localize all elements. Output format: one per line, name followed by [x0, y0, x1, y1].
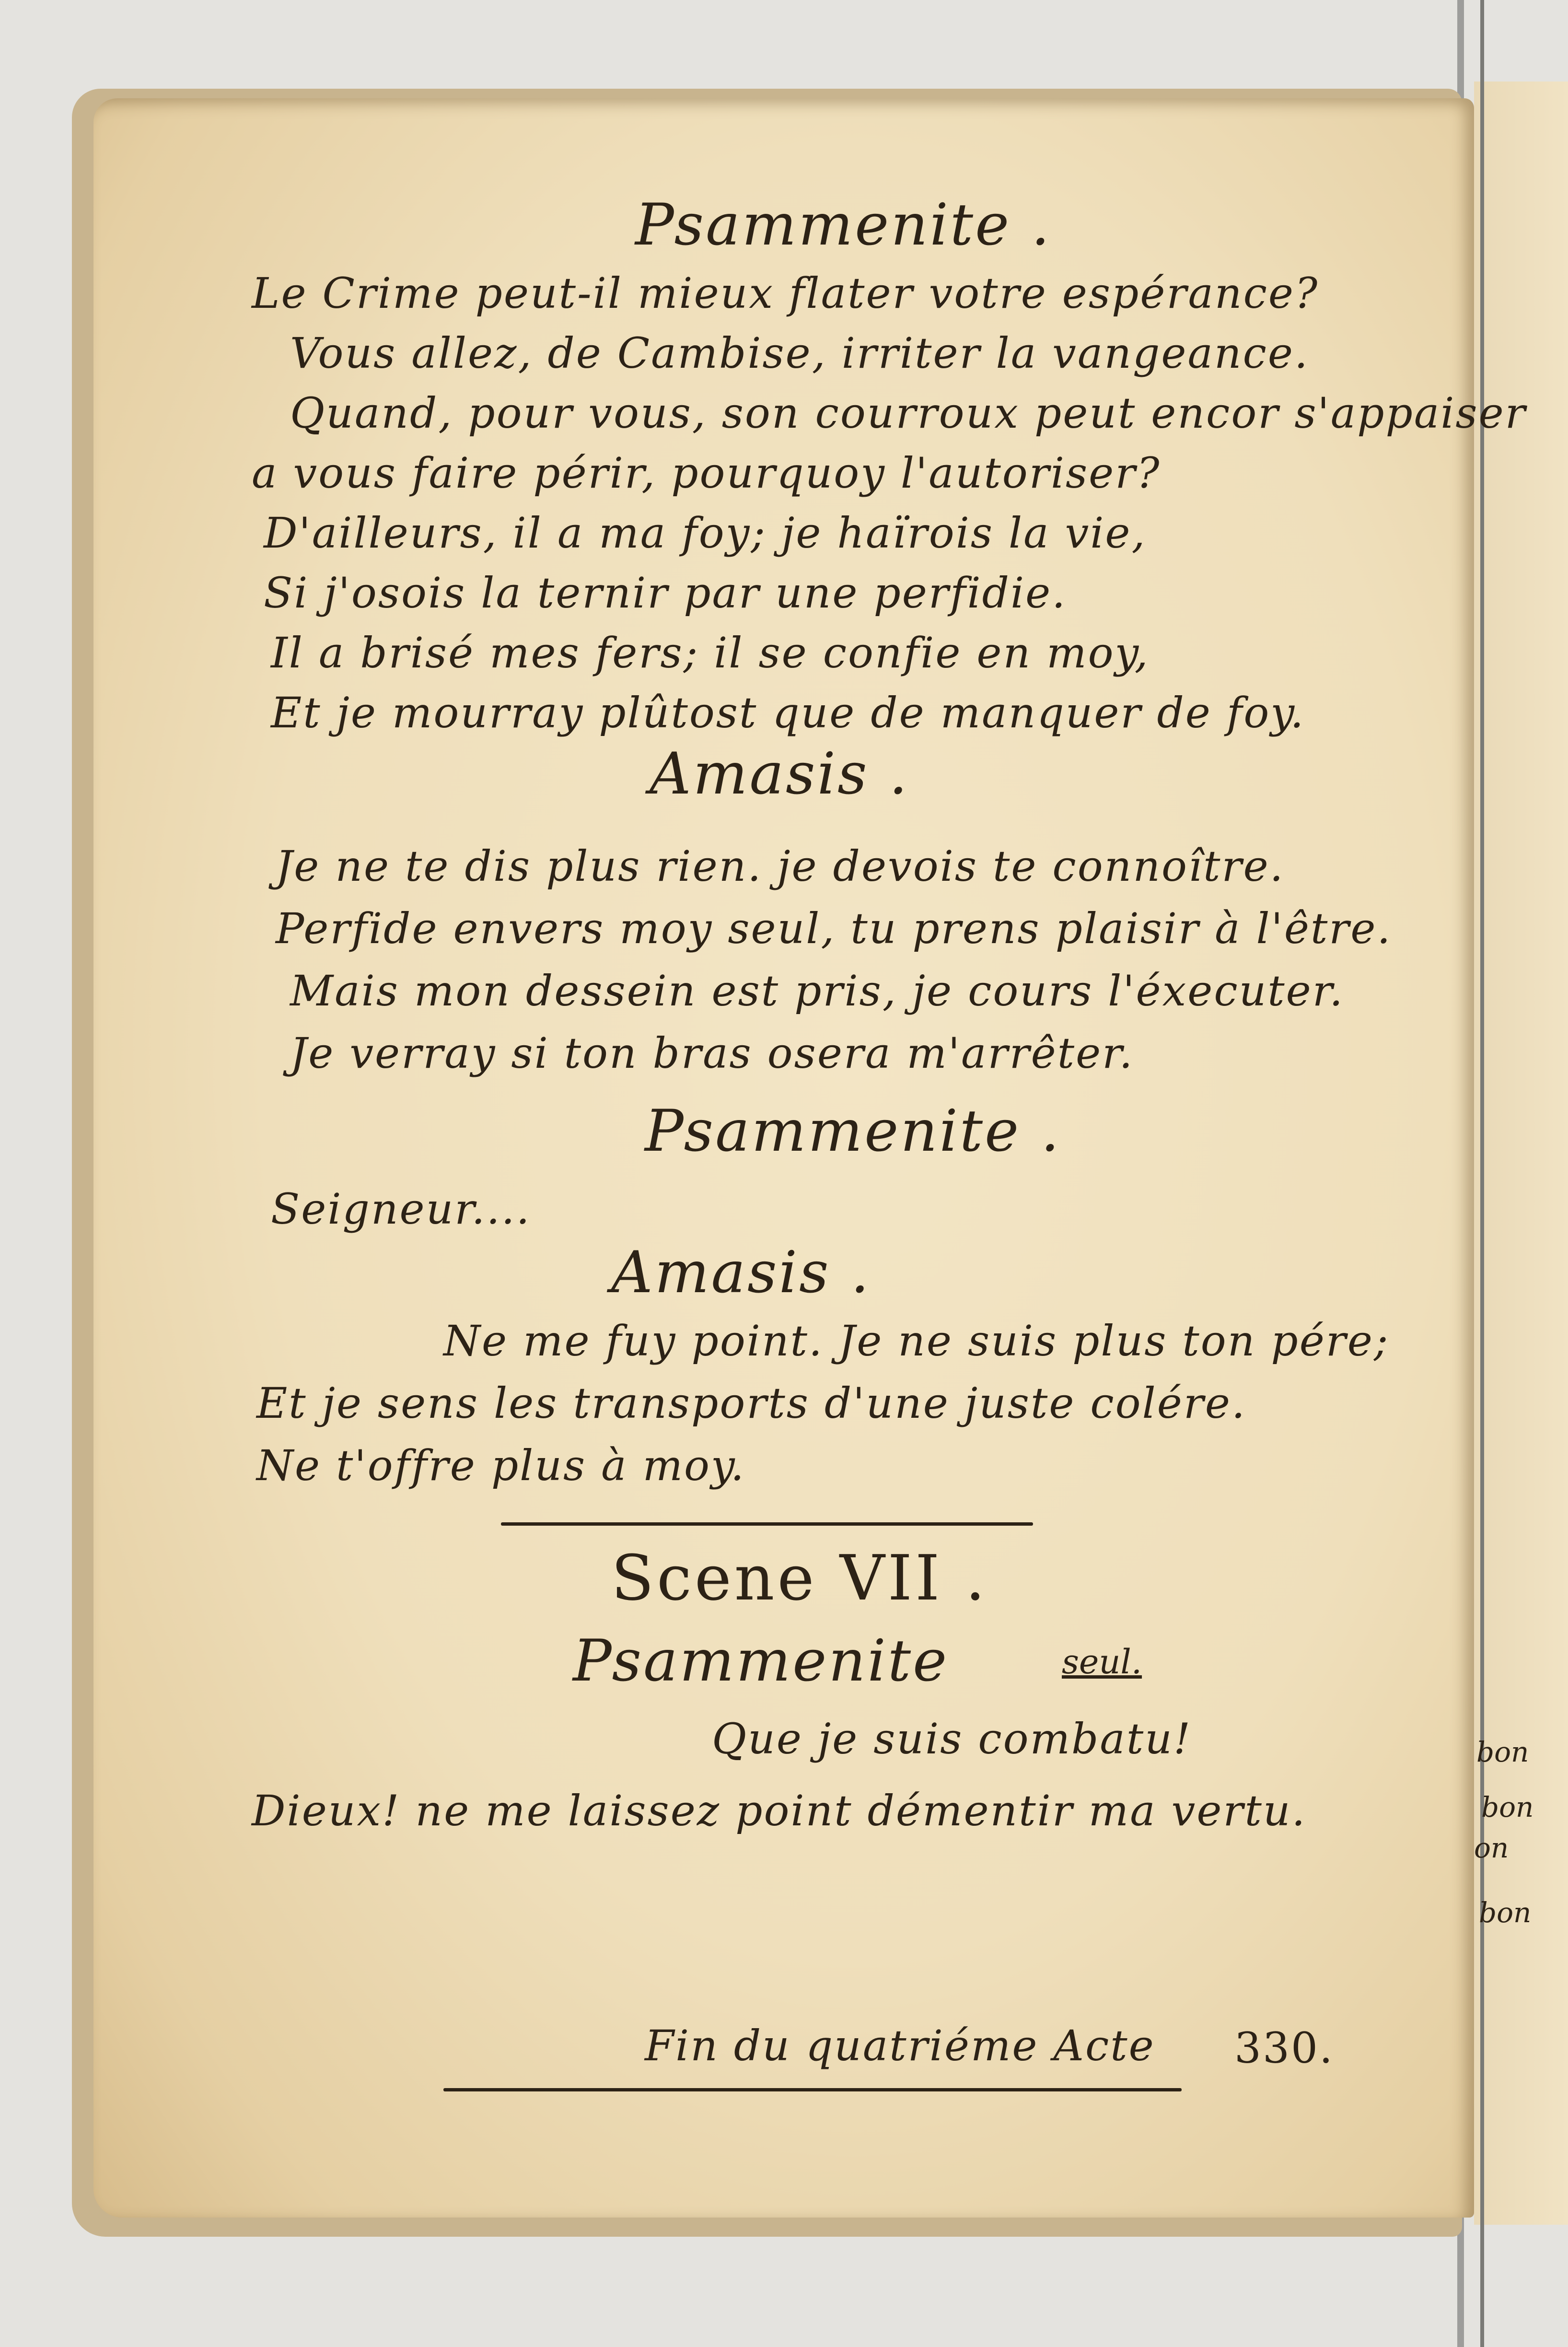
speaker-heading-psammenite-3: Psammenite	[573, 1628, 949, 1694]
stage-direction: seul.	[1062, 1642, 1142, 1681]
facing-page-word: bon	[1481, 1791, 1534, 1823]
verse-line: Ne t'offre plus à moy.	[256, 1441, 745, 1490]
verse-line: D'ailleurs, il a ma foy; je haïrois la vie,	[264, 508, 1147, 558]
verse-line: Si j'osois la ternir par une perfidie.	[264, 568, 1067, 618]
facing-page-word: bon	[1476, 1736, 1529, 1768]
scene-title: Scene VII .	[611, 1541, 988, 1614]
verse-line: Il a brisé mes fers; il se confie en moy,	[271, 628, 1150, 677]
verse-line: Le Crime peut-il mieux flater votre espérance?	[252, 269, 1319, 318]
verse-line: a vous faire périr, pourquoy l'autoriser?	[252, 448, 1161, 498]
facing-page-word: bon	[1479, 1896, 1532, 1929]
verse-line: Ne me fuy point. Je ne suis plus ton pére;	[443, 1316, 1390, 1366]
verse-line: Seigneur....	[271, 1184, 531, 1234]
verse-line: Quand, pour vous, son courroux peut encor s'appaiser	[290, 388, 1527, 438]
verse-line: Je ne te dis plus rien. je devois te connoître.	[276, 841, 1285, 891]
section-rule	[501, 1522, 1033, 1526]
verse-line: Vous allez, de Cambise, irriter la vangeance.	[290, 328, 1309, 378]
verse-line: Et je mourray plûtost que de manquer de foy.	[271, 688, 1305, 737]
speaker-heading-psammenite-1: Psammenite .	[635, 192, 1052, 258]
folio-number: 330.	[1234, 2023, 1334, 2073]
verse-line: Perfide envers moy seul, tu prens plaisir à l'être.	[276, 904, 1392, 953]
verse-line: Que je suis combatu!	[712, 1714, 1192, 1763]
verse-line: Mais mon dessein est pris, je cours l'éxecuter.	[290, 966, 1345, 1016]
verse-line: Dieux! ne me laissez point démentir ma vertu.	[252, 1786, 1307, 1835]
act-closing: Fin du quatriéme Acte	[645, 2021, 1155, 2070]
facing-page-word: on	[1474, 1832, 1509, 1864]
speaker-heading-psammenite-2: Psammenite .	[645, 1098, 1061, 1165]
verse-line: Et je sens les transports d'une juste colére.	[256, 1378, 1246, 1428]
closing-rule	[443, 2088, 1182, 2091]
gutter-line	[1480, 0, 1484, 2347]
speaker-heading-amasis-1: Amasis .	[650, 741, 909, 807]
speaker-heading-amasis-2: Amasis .	[611, 1239, 871, 1306]
verse-line: Je verray si ton bras osera m'arrêter.	[290, 1028, 1134, 1078]
